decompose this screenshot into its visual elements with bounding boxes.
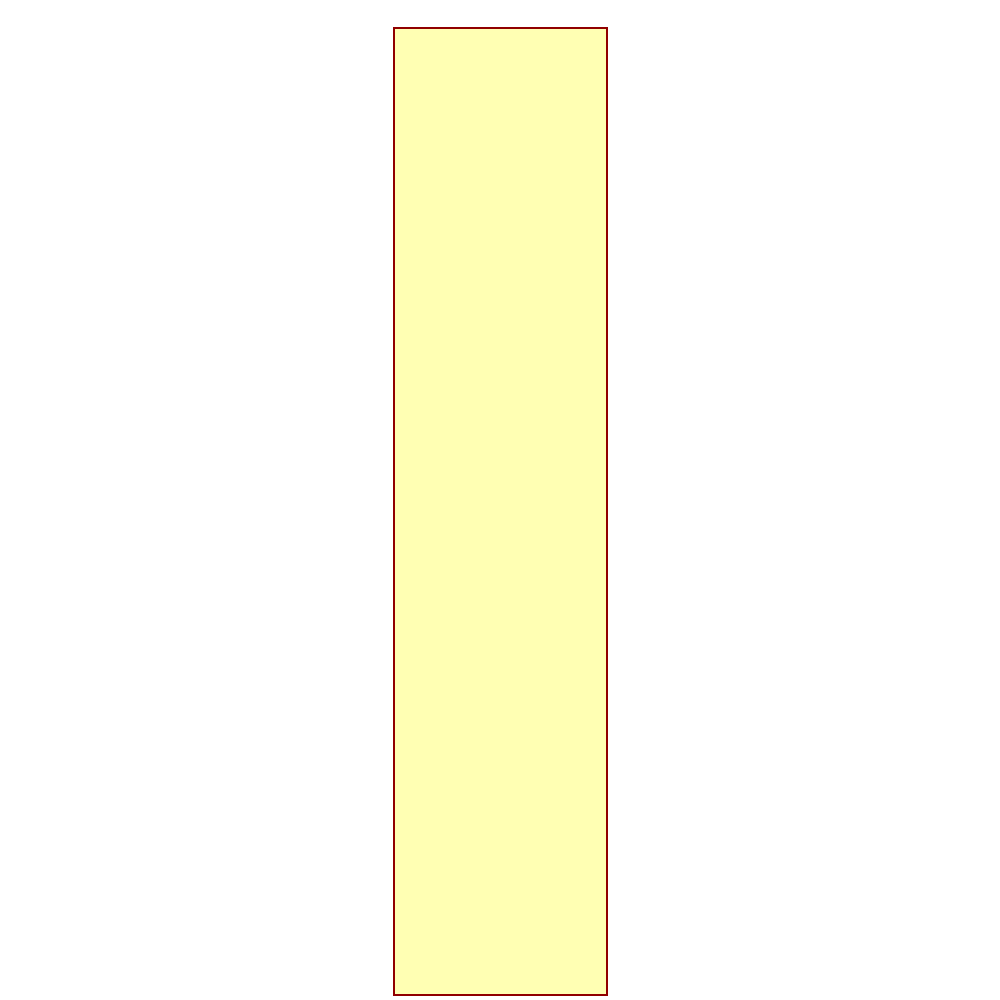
component-body	[393, 27, 608, 996]
